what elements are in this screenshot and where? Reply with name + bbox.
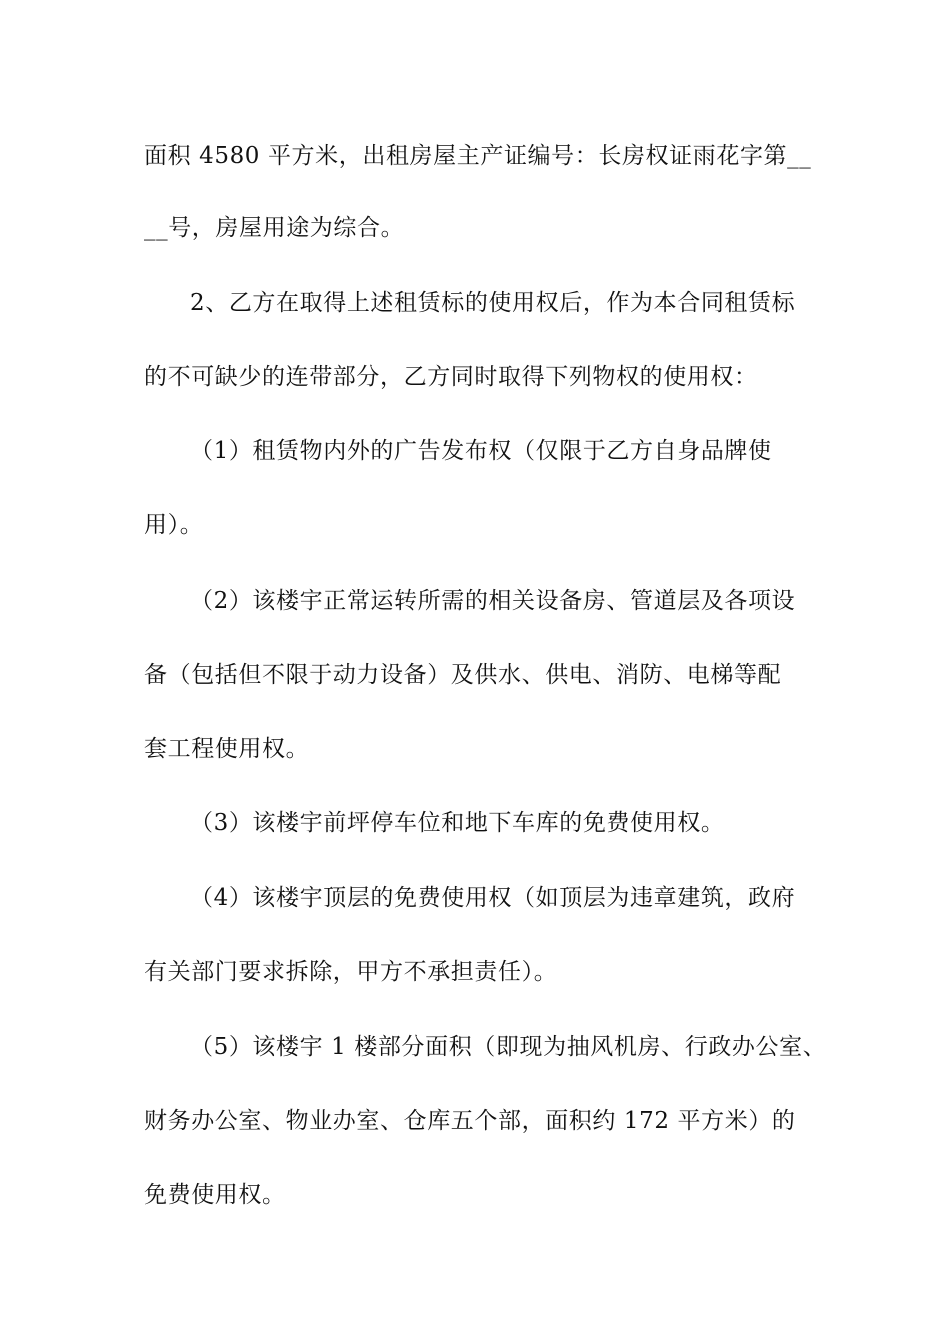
- paragraph-2-line-1: 2、乙方在取得上述租赁标的使用权后，作为本合同租赁标: [190, 290, 796, 316]
- item-4-line-2: 有关部门要求拆除，甲方不承担责任）。: [144, 959, 558, 985]
- item-4-line-1: （4）该楼宇顶层的免费使用权（如顶层为违章建筑，政府: [190, 885, 796, 911]
- item-1-line-2: 用）。: [144, 512, 204, 538]
- item-2-line-1: （2）该楼宇正常运转所需的相关设备房、管道层及各项设: [190, 588, 796, 614]
- item-3-line-1: （3）该楼宇前坪停车位和地下车库的免费使用权。: [190, 810, 725, 836]
- item-5-line-3: 免费使用权。: [144, 1182, 286, 1208]
- item-2-line-2: 备（包括但不限于动力设备）及供水、供电、消防、电梯等配: [144, 662, 782, 688]
- item-1-line-1: （1）租赁物内外的广告发布权（仅限于乙方自身品牌使: [190, 438, 772, 464]
- paragraph-2-line-2: 的不可缺少的连带部分，乙方同时取得下列物权的使用权：: [144, 364, 758, 390]
- text-line-1: 面积 4580 平方米，出租房屋主产证编号：长房权证雨花字第__: [144, 143, 812, 169]
- item-5-line-1: （5）该楼宇 1 楼部分面积（即现为抽风机房、行政办公室、: [190, 1034, 827, 1060]
- text-line-2: __号，房屋用途为综合。: [144, 215, 405, 241]
- item-5-line-2: 财务办公室、物业办室、仓库五个部，面积约 172 平方米）的: [144, 1108, 796, 1134]
- item-2-line-3: 套工程使用权。: [144, 736, 310, 762]
